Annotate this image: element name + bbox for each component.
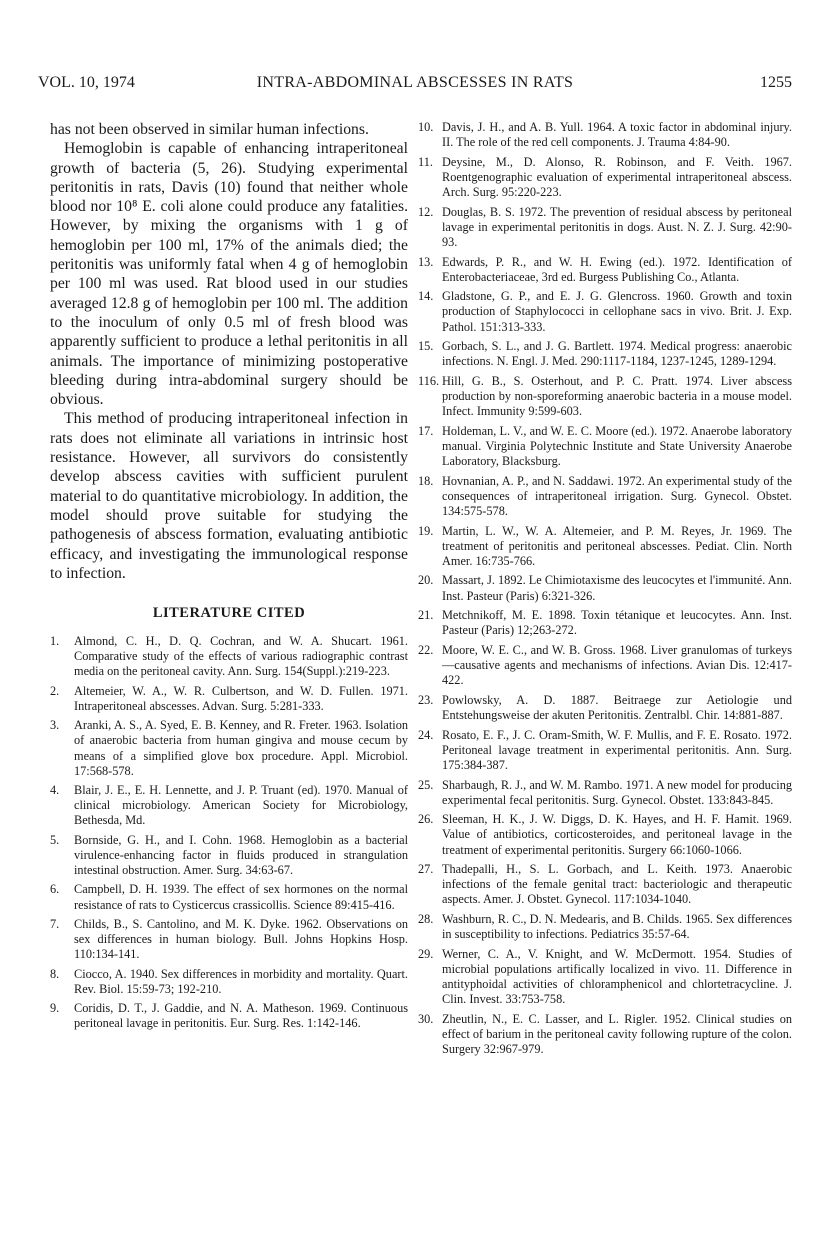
literature-cited-heading: LITERATURE CITED — [152, 605, 306, 622]
reference-number: 15. — [418, 339, 434, 354]
reference-item — [418, 474, 792, 519]
reference-text: Aranki, A. S., A. Syed, E. B. Kenney, and R. Freter. 1963. Isolation of anaerobic bacteria from human gingiva and mouse cecum by means of a simplified glove box procedure. Appl. Microbiol. 17:568-578. — [74, 718, 408, 778]
reference-number: 26. — [418, 812, 434, 827]
reference-text: Hill, G. B., S. Osterhout, and P. C. Pratt. 1974. Liver abscess production by non-sporeforming anaerobic bacteria in a mouse model. Infect. Immunity 9:599-603. — [442, 373, 792, 419]
reference-text: Metchnikoff, M. E. 1898. Toxin tétanique et leucocytes. Ann. Inst. Pasteur (Paris) 12;263-272. — [442, 608, 792, 638]
reference-item — [50, 1001, 408, 1031]
reference-number: 5. — [50, 832, 60, 847]
reference-number: 8. — [50, 966, 60, 981]
reference-item — [50, 882, 408, 912]
reference-item — [418, 155, 792, 200]
reference-number: 116. — [418, 373, 440, 388]
reference-number: 7. — [50, 917, 60, 932]
reference-number: 21. — [418, 608, 434, 623]
volume-label: VOL. 10, 1974 — [38, 74, 135, 91]
reference-number: 18. — [418, 473, 434, 488]
left-column — [50, 120, 408, 1036]
reference-number: 3. — [50, 718, 60, 733]
reference-item — [418, 289, 792, 334]
reference-text: Edwards, P. R., and W. H. Ewing (ed.). 1972. Identification of Enterobacteriaceae, 3rd ed. Burgess Publishing Co., Atlanta. — [442, 254, 792, 284]
reference-item — [418, 255, 792, 285]
reference-item — [50, 833, 408, 878]
body-paragraph: This method of producing intraperitoneal infection in rats does not eliminate all variations in intrinsic host resistance. However, all survivors do consistently develop abscess cavities with sufficient purulent material to do quantitative microbiology. In addition, the model should prove suitable for studying the pathogenesis of abscess formation, evaluating antibiotic efficacy, and investigating the immunological response to infection. — [50, 410, 408, 582]
body-paragraph: has not been observed in similar human infections. — [50, 121, 369, 138]
reference-number: 23. — [418, 692, 434, 707]
reference-number: 19. — [418, 523, 434, 538]
reference-text: Sharbaugh, R. J., and W. M. Rambo. 1971. A new model for producing experimental fecal peritonitis. Surg. Gynecol. Obstet. 133:843-845. — [442, 777, 792, 807]
reference-number: 1. — [50, 634, 60, 649]
reference-text: Powlowsky, A. D. 1887. Beitraege zur Aetiologie und Entstehungsweise der akuten Peritonitis. Zentralbl. Chir. 14:881-887. — [442, 692, 792, 722]
reference-number: 30. — [418, 1011, 434, 1026]
reference-item — [418, 728, 792, 773]
reference-item — [418, 643, 792, 688]
reference-number: 29. — [418, 946, 434, 961]
reference-number: 17. — [418, 423, 434, 438]
reference-item — [50, 634, 408, 679]
body-paragraph: Hemoglobin is capable of enhancing intraperitoneal growth of bacteria (5, 26). Studying experimental peritonitis in rats, Davis (10) found that neither whole blood nor 10⁸ E. coli alone could produce any fatalities. However, by mixing the organisms with 1 g of hemoglobin per 100 ml, 17% of the animals died; the peritonitis was uniformly fatal when 4 g of hemoglobin per 100 ml was used. Rat blood used in our studies averaged 12.8 g of hemoglobin per 100 ml. The addition to the inoculum of only 0.5 ml of fresh blood was apparently sufficient to produce a lethal peritonitis in all animals. The importance of minimizing postoperative bleeding during intra-abdominal surgery should be obvious. — [50, 140, 408, 409]
reference-number: 12. — [418, 204, 434, 219]
reference-text: Douglas, B. S. 1972. The prevention of residual abscess by peritoneal lavage in experimental peritonitis in dogs. Aust. N. Z. J. Surg. 42:90-93. — [442, 204, 792, 249]
reference-item — [418, 424, 792, 469]
reference-text: Martin, L. W., W. A. Altemeier, and P. M. Reyes, Jr. 1969. The treatment of peritonitis and peritoneal abscesses. Pediat. Clin. North Amer. 16:735-766. — [442, 523, 792, 568]
reference-text: Deysine, M., D. Alonso, R. Robinson, and F. Veith. 1967. Roentgenographic evaluation of experimental intraperitoneal abscess. Arch. Surg. 95:220-223. — [442, 154, 792, 199]
reference-list-right — [418, 120, 792, 1057]
reference-item — [50, 917, 408, 962]
reference-number: 10. — [418, 120, 434, 134]
reference-item — [418, 608, 792, 638]
reference-text: Zheutlin, N., E. C. Lasser, and L. Rigler. 1952. Clinical studies on effect of barium in the peritoneal cavity following rupture of the colon. Surgery 32:967-979. — [442, 1011, 792, 1057]
reference-text: Massart, J. 1892. Le Chimiotaxisme des leucocytes et l'immunité. Ann. Inst. Pasteur (Paris) 6:321-326. — [442, 573, 792, 603]
reference-item — [418, 947, 792, 1007]
reference-text: Ciocco, A. 1940. Sex differences in morbidity and mortality. Quart. Rev. Biol. 15:59-73; 192-210. — [74, 966, 408, 996]
reference-item — [418, 374, 792, 419]
reference-text: Gladstone, G. P., and E. J. G. Glencross. 1960. Growth and toxin production of Staphylococci in cellophane sacs in vivo. Brit. J. Exp. Pathol. 151:313-333. — [442, 289, 792, 334]
reference-number: 11. — [418, 154, 433, 169]
reference-text: Gorbach, S. L., and J. G. Bartlett. 1974. Medical progress: anaerobic infections. N. Engl. J. Med. 290:1117-1184, 1237-1245, 1289-1294. — [442, 339, 792, 369]
reference-text: Werner, C. A., V. Knight, and W. McDermott. 1954. Studies of microbial populations artifically localized in vivo. 11. Difference in antityphoidal activities of chloramphenicol and chlortetracycline. J. Clin. Invest. 33:753-758. — [442, 946, 792, 1007]
reference-text: Davis, J. H., and A. B. Yull. 1964. A toxic factor in abdominal injury. II. The role of the red cell components. J. Trauma 4:84-90. — [442, 120, 792, 150]
reference-item — [418, 812, 792, 857]
reference-number: 25. — [418, 777, 434, 792]
reference-number: 9. — [50, 1001, 60, 1016]
reference-number: 13. — [418, 254, 434, 269]
reference-text: Coridis, D. T., J. Gaddie, and N. A. Matheson. 1969. Continuous peritoneal lavage in peritonitis. Eur. Surg. Res. 1:142-146. — [74, 1001, 408, 1031]
reference-item — [418, 912, 792, 942]
reference-item — [50, 783, 408, 828]
reference-number: 14. — [418, 289, 434, 304]
reference-number: 2. — [50, 683, 60, 698]
reference-text: Blair, J. E., E. H. Lennette, and J. P. Truant (ed). 1970. Manual of clinical microbiology. American Society for Microbiology, Bethesda, Md. — [74, 783, 408, 828]
reference-number: 6. — [50, 882, 60, 897]
running-header — [38, 74, 792, 96]
reference-text: Holdeman, L. V., and W. E. C. Moore (ed.). 1972. Anaerobe laboratory manual. Virginia Polytechnic Institute and State University Anaerobe Laboratory, Blacksburg. — [442, 423, 792, 469]
reference-item — [418, 573, 792, 603]
reference-number: 22. — [418, 643, 434, 658]
reference-item — [418, 120, 792, 150]
page-number: 1255 — [760, 74, 792, 91]
reference-text: Washburn, R. C., D. N. Medearis, and B. Childs. 1965. Sex differences in susceptibility to infections. Pediatrics 35:57-64. — [442, 912, 792, 942]
reference-number: 24. — [418, 727, 434, 742]
reference-item — [418, 1012, 792, 1057]
reference-item — [418, 862, 792, 907]
reference-text: Hovnanian, A. P., and N. Saddawi. 1972. An experimental study of the consequences of intraperitoneal irrigation. Surg. Gynecol. Obstet. 134:575-578. — [442, 473, 792, 518]
reference-item — [418, 693, 792, 723]
reference-text: Altemeier, W. A., W. R. Culbertson, and W. D. Fullen. 1971. Intraperitoneal abscesses. Advan. Surg. 5:281-333. — [74, 683, 408, 713]
reference-item — [418, 205, 792, 250]
reference-text: Sleeman, H. K., J. W. Diggs, D. K. Hayes, and H. F. Hamit. 1969. Value of antibiotics, corticosteroides, and peritoneal lavage in the treatment of experimental peritonitis. Surgery 66:1060-1066. — [442, 812, 792, 857]
reference-text: Rosato, E. F., J. C. Oram-Smith, W. F. Mullis, and F. E. Rosato. 1972. Peritoneal lavage treatment in experimental peritonitis. Ann. Surg. 175:384-387. — [442, 727, 792, 772]
reference-number: 28. — [418, 912, 434, 927]
running-title: INTRA-ABDOMINAL ABSCESSES IN RATS — [256, 74, 574, 91]
reference-text: Thadepalli, H., S. L. Gorbach, and L. Keith. 1973. Anaerobic infections of the female genital tract: bacteriologic and therapeutic aspects. Amer. J. Obstet. Gynecol. 117:1034-1040. — [442, 862, 792, 907]
reference-text: Bornside, G. H., and I. Cohn. 1968. Hemoglobin as a bacterial virulence-enhancing factor in fluids produced in strangulation intestinal obstruction. Amer. Surg. 34:63-67. — [74, 832, 408, 877]
reference-item — [418, 778, 792, 808]
reference-text: Moore, W. E. C., and W. B. Gross. 1968. Liver granulomas of turkeys—causative agents and mechanisms of infections. Avian Dis. 12:417-422. — [442, 643, 792, 688]
reference-item — [418, 524, 792, 569]
reference-item — [50, 718, 408, 778]
reference-text: Almond, C. H., D. Q. Cochran, and W. A. Shucart. 1961. Comparative study of the effects of various radiographic contrast media on the peritoneal cavity. Ann. Surg. 154(Suppl.):219-223. — [74, 634, 408, 679]
reference-text: Campbell, D. H. 1939. The effect of sex hormones on the normal resistance of rats to Cysticercus crassicollis. Science 89:415-416. — [74, 882, 408, 912]
reference-item — [50, 967, 408, 997]
reference-item — [50, 684, 408, 714]
reference-list-left — [50, 634, 408, 1031]
right-column — [418, 120, 792, 1062]
reference-text: Childs, B., S. Cantolino, and M. K. Dyke. 1962. Observations on sex differences in human biology. Bull. Johns Hopkins Hosp. 110:134-141. — [74, 917, 408, 962]
reference-number: 20. — [418, 573, 434, 588]
reference-item — [418, 339, 792, 369]
reference-number: 4. — [50, 783, 60, 798]
reference-number: 27. — [418, 862, 434, 877]
